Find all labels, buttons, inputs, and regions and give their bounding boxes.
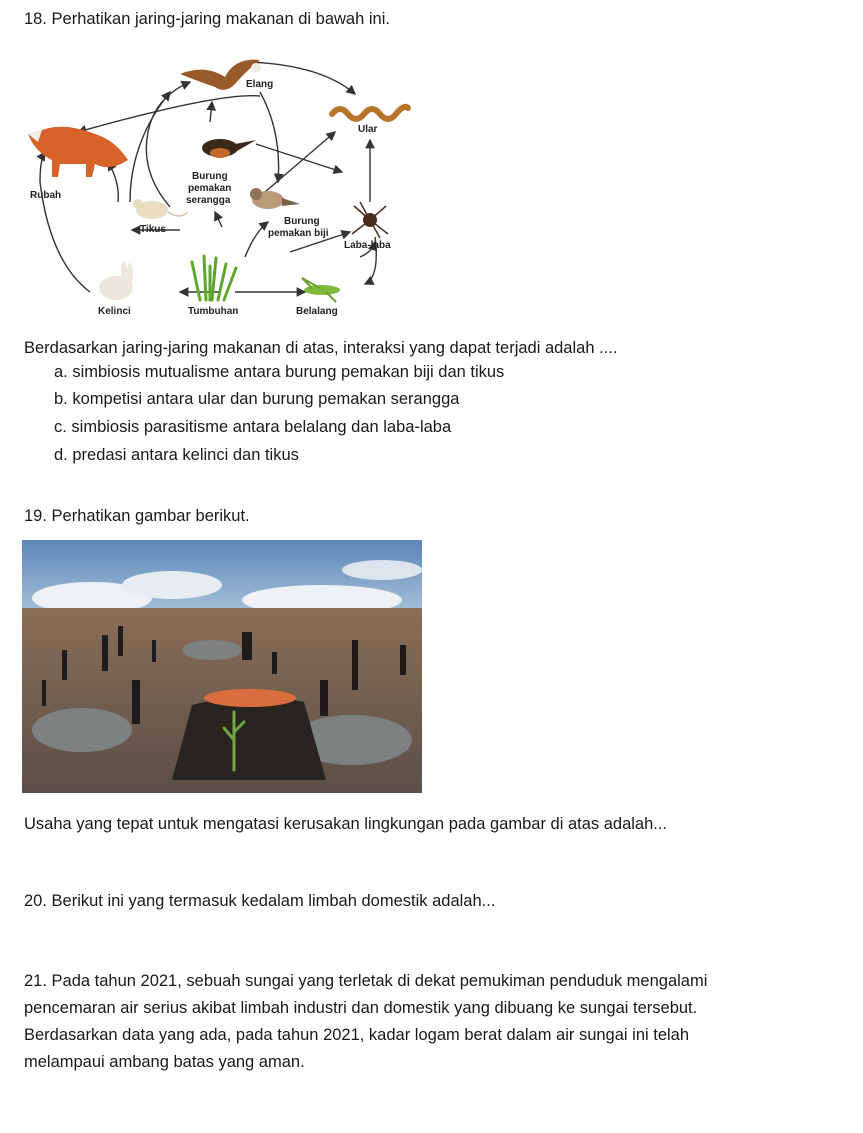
label-elang: Elang [246,79,274,90]
label-ular: Ular [358,124,378,135]
q21-paragraph [24,968,814,1076]
q18-question: Berdasarkan jaring-jaring makanan di atas, interaksi yang dapat terjadi adalah .... [24,339,618,357]
rabbit-icon [99,261,133,300]
q19-title: 19. Perhatikan gambar berikut. [24,507,250,525]
label-tikus: Tikus [140,224,166,235]
label-burung-pemakan-biji-1: Burung [284,216,320,227]
q21-line-1: 21. Pada tahun 2021, sebuah sungai yang terletak di dekat pemukiman penduduk mengalami [24,972,708,990]
label-burung-pemakan-serangga-1: Burung [192,171,228,182]
insectivorous-bird-icon [202,139,256,158]
label-burung-pemakan-serangga-3: serangga [186,195,231,206]
mouse-icon [133,199,188,219]
q21-line-2: pencemaran air serius akibat limbah industri dan domestik yang dibuang ke sungai tersebut. [24,999,698,1017]
q21-line-4: melampaui ambang batas yang aman. [24,1053,305,1071]
q18-option-d: d. predasi antara kelinci dan tikus [54,446,299,464]
label-burung-pemakan-serangga-2: pemakan [188,183,232,194]
fox-icon [28,127,128,177]
food-web-diagram [20,52,420,324]
spider-icon [352,202,388,238]
grasshopper-icon [302,278,340,302]
q20-title: 20. Berikut ini yang termasuk kedalam limbah domestik adalah... [24,892,496,910]
q21-line-3: Berdasarkan data yang ada, pada tahun 2021, kadar logam berat dalam air sungai ini telah [24,1026,690,1044]
label-rubah: Rubah [30,190,62,201]
grass-icon [192,256,236,300]
q18-option-b: b. kompetisi antara ular dan burung pemakan serangga [54,390,460,408]
label-laba-laba: Laba-laba [344,240,391,251]
label-belalang: Belalang [296,306,338,317]
label-burung-pemakan-biji-2: pemakan biji [268,228,329,239]
q19-question: Usaha yang tepat untuk mengatasi kerusakan lingkungan pada gambar di atas adalah... [24,815,668,833]
label-kelinci: Kelinci [98,306,131,317]
snake-icon [332,107,408,119]
q18-option-a: a. simbiosis mutualisme antara burung pemakan biji dan tikus [54,363,505,381]
q18-title: 18. Perhatikan jaring-jaring makanan di bawah ini. [24,10,390,28]
q18-option-c: c. simbiosis parasitisme antara belalang dan laba-laba [54,418,452,436]
deforestation-photo [22,540,422,793]
label-tumbuhan: Tumbuhan [188,306,239,317]
seed-eating-bird-icon [250,188,300,209]
